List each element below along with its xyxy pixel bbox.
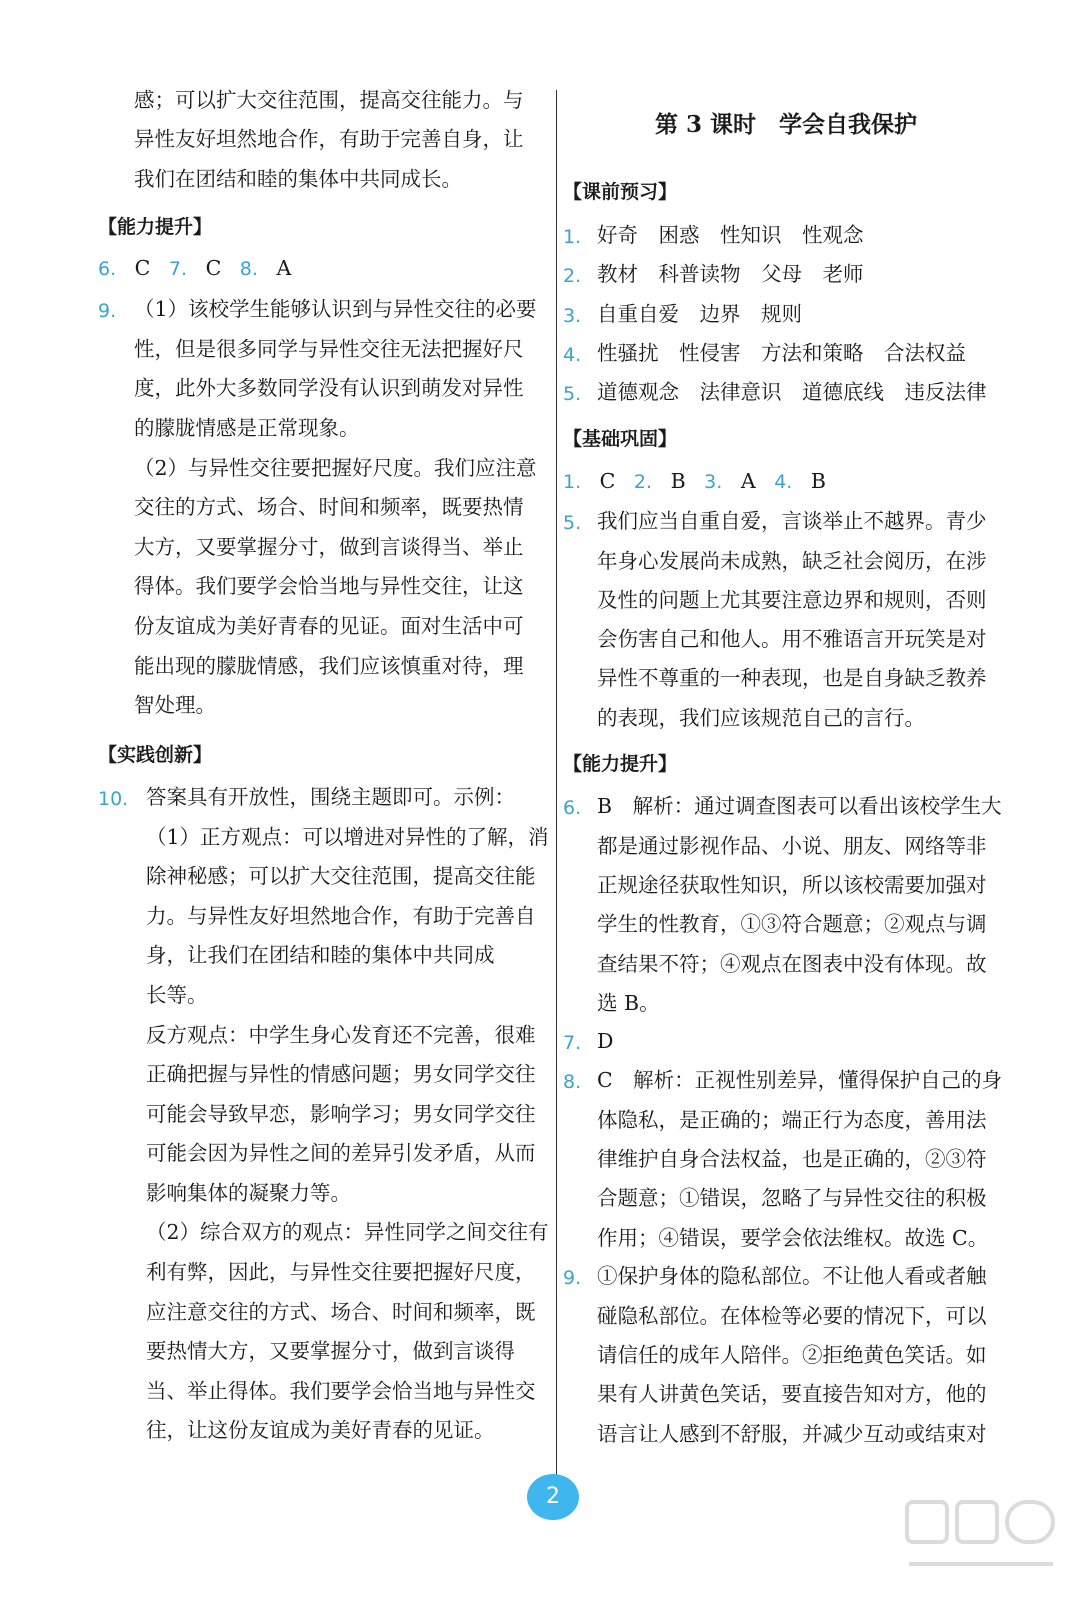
text-line: 好奇 困惑 性知识 性观念 bbox=[597, 223, 864, 247]
text-line: 长等。 bbox=[146, 983, 208, 1007]
question-number: 5. bbox=[563, 512, 582, 534]
text-line: 当、举止得体。我们要学会恰当地与异性交 bbox=[146, 1379, 536, 1403]
text-line: 及性的问题上尤其要注意边界和规则，否则 bbox=[597, 588, 987, 612]
text-line: 可能会因为异性之间的差异引发矛盾，从而 bbox=[146, 1141, 536, 1165]
question-number: 9. bbox=[563, 1267, 582, 1289]
text-line: 能出现的朦胧情感，我们应该慎重对待，理 bbox=[134, 654, 524, 678]
text-line: 合题意；①错误，忽略了与异性交往的积极 bbox=[597, 1186, 987, 1210]
lesson-title: 第 3 课时 学会自我保护 bbox=[655, 111, 918, 138]
column-divider bbox=[556, 90, 557, 1490]
section-heading-preview: 【课前预习】 bbox=[563, 181, 678, 203]
answers-1-4 bbox=[563, 467, 826, 496]
text-line: 大方，又要掌握分寸，做到言谈得当、举止 bbox=[134, 535, 524, 559]
text-line: 可能会导致早恋，影响学习；男女同学交往 bbox=[146, 1102, 536, 1126]
question-number: 8. bbox=[563, 1071, 582, 1093]
question-number: 2. bbox=[563, 265, 582, 287]
text-line: 我们应当自重自爱，言谈举止不越界。青少 bbox=[597, 509, 987, 533]
text-line: C 解析：正视性别差异，懂得保护自己的身 bbox=[597, 1068, 1003, 1092]
text-line: （2）综合双方的观点：异性同学之间交往有 bbox=[146, 1220, 549, 1244]
text-line: 作用；④错误，要学会依法维权。故选 C。 bbox=[597, 1226, 989, 1250]
answer-text: A bbox=[276, 256, 292, 280]
section-heading-practice: 【实践创新】 bbox=[98, 744, 213, 766]
text-line: ①保护身体的隐私部位。不让他人看或者触 bbox=[597, 1264, 987, 1288]
answer-text: C bbox=[205, 256, 222, 280]
question-number: 1. bbox=[563, 471, 582, 493]
text-line: 身，让我们在团结和睦的集体中共同成 bbox=[146, 943, 495, 967]
text-line: 律维护自身合法权益，也是正确的，②③符 bbox=[597, 1147, 987, 1171]
watermark-logo-icon bbox=[901, 1492, 1061, 1582]
text-line: 自重自爱 边界 规则 bbox=[597, 302, 802, 326]
text-line: 利有弊，因此，与异性交往要把握好尺度， bbox=[146, 1260, 536, 1284]
text-line: 得体。我们要学会恰当地与异性交往，让这 bbox=[134, 574, 524, 598]
question-number: 4. bbox=[774, 471, 793, 493]
text-line: （1）该校学生能够认识到与异性交往的必要 bbox=[134, 297, 537, 321]
text-line: 除神秘感；可以扩大交往范围，提高交往能 bbox=[146, 864, 536, 888]
answer-text: B bbox=[670, 469, 686, 493]
text-line: 请信任的成年人陪伴。②拒绝黄色笑话。如 bbox=[597, 1343, 987, 1367]
text-line: 性，但是很多同学与异性交往无法把握好尺 bbox=[134, 337, 524, 361]
text-line: 道德观念 法律意识 道德底线 违反法律 bbox=[597, 380, 987, 404]
section-heading-ability: 【能力提升】 bbox=[563, 753, 678, 775]
text-line: 果有人讲黄色笑话，要直接告知对方，他的 bbox=[597, 1382, 987, 1406]
text-line: 反方观点：中学生身心发育还不完善，很难 bbox=[146, 1023, 536, 1047]
text-line: 的朦胧情感是正常现象。 bbox=[134, 416, 360, 440]
question-number: 6. bbox=[563, 797, 582, 819]
text-line: B 解析：通过调查图表可以看出该校学生大 bbox=[597, 794, 1002, 818]
text-line: 查结果不符；④观点在图表中没有体现。故 bbox=[597, 952, 987, 976]
question-number: 3. bbox=[704, 471, 723, 493]
text-line: 异性不尊重的一种表现，也是自身缺乏教养 bbox=[597, 666, 987, 690]
text-line: 正规途径获取性知识，所以该校需要加强对 bbox=[597, 873, 987, 897]
answer-text: A bbox=[740, 469, 756, 493]
text-line: 应注意交往的方式、场合、时间和频率，既 bbox=[146, 1300, 536, 1324]
text-line: 会伤害自己和他人。用不雅语言开玩笑是对 bbox=[597, 627, 987, 651]
text-line: 语言让人感到不舒服，并减少互动或结束对 bbox=[597, 1422, 987, 1446]
text-line: 都是通过影视作品、小说、朋友、网络等非 bbox=[597, 834, 987, 858]
text-line: 教材 科普读物 父母 老师 bbox=[597, 262, 864, 286]
text-line: 我们在团结和睦的集体中共同成长。 bbox=[134, 167, 462, 191]
text-line: 份友谊成为美好青春的见证。面对生活中可 bbox=[134, 614, 524, 638]
answers-6-8 bbox=[98, 254, 291, 283]
question-number: 7. bbox=[563, 1032, 582, 1054]
question-number: 5. bbox=[563, 383, 582, 405]
text-line: 交往的方式、场合、时间和频率，既要热情 bbox=[134, 495, 524, 519]
answer-text: C bbox=[134, 256, 151, 280]
text-line: 往，让这份友谊成为美好青春的见证。 bbox=[146, 1418, 495, 1442]
page-number-badge: 2 bbox=[527, 1474, 579, 1520]
text-line: 影响集体的凝聚力等。 bbox=[146, 1181, 351, 1205]
question-number: 2. bbox=[633, 471, 653, 493]
text-line: 选 B。 bbox=[597, 991, 660, 1015]
text-line: 力。与异性友好坦然地合作，有助于完善自 bbox=[146, 904, 536, 928]
text-line: 体隐私，是正确的；端正行为态度，善用法 bbox=[597, 1108, 987, 1132]
text-line: 性骚扰 性侵害 方法和策略 合法权益 bbox=[597, 341, 966, 365]
text-line: 异性友好坦然地合作，有助于完善自身，让 bbox=[134, 127, 524, 151]
text-line: 度，此外大多数同学没有认识到萌发对异性 bbox=[134, 376, 524, 400]
section-heading-basic: 【基础巩固】 bbox=[563, 428, 678, 450]
question-number: 6. bbox=[98, 258, 117, 280]
question-number: 10. bbox=[98, 788, 129, 810]
text-line: 要热情大方，又要掌握分寸，做到言谈得 bbox=[146, 1339, 515, 1363]
question-number: 3. bbox=[563, 305, 582, 327]
question-number: 4. bbox=[563, 344, 582, 366]
answer-text: C bbox=[599, 469, 616, 493]
text-line: 感；可以扩大交往范围，提高交往能力。与 bbox=[134, 88, 524, 112]
text-line: 年身心发展尚未成熟，缺乏社会阅历，在涉 bbox=[597, 549, 987, 573]
text-line: 碰隐私部位。在体检等必要的情况下，可以 bbox=[597, 1304, 987, 1328]
text-line: 的表现，我们应该规范自己的言行。 bbox=[597, 706, 925, 730]
text-line: 智处理。 bbox=[134, 693, 216, 717]
question-number: 8. bbox=[239, 258, 258, 280]
text-line: 答案具有开放性，围绕主题即可。示例： bbox=[146, 785, 515, 809]
text-line: 学生的性教育，①③符合题意；②观点与调 bbox=[597, 912, 987, 936]
section-heading-ability: 【能力提升】 bbox=[98, 216, 213, 238]
question-number: 1. bbox=[563, 226, 582, 248]
answer-text: B bbox=[810, 469, 826, 493]
question-number: 9. bbox=[98, 300, 117, 322]
question-number: 7. bbox=[168, 258, 188, 280]
text-line: D bbox=[597, 1029, 614, 1053]
text-line: （2）与异性交往要把握好尺度。我们应注意 bbox=[134, 456, 537, 480]
text-line: （1）正方观点：可以增进对异性的了解，消 bbox=[146, 825, 549, 849]
text-line: 正确把握与异性的情感问题；男女同学交往 bbox=[146, 1062, 536, 1086]
